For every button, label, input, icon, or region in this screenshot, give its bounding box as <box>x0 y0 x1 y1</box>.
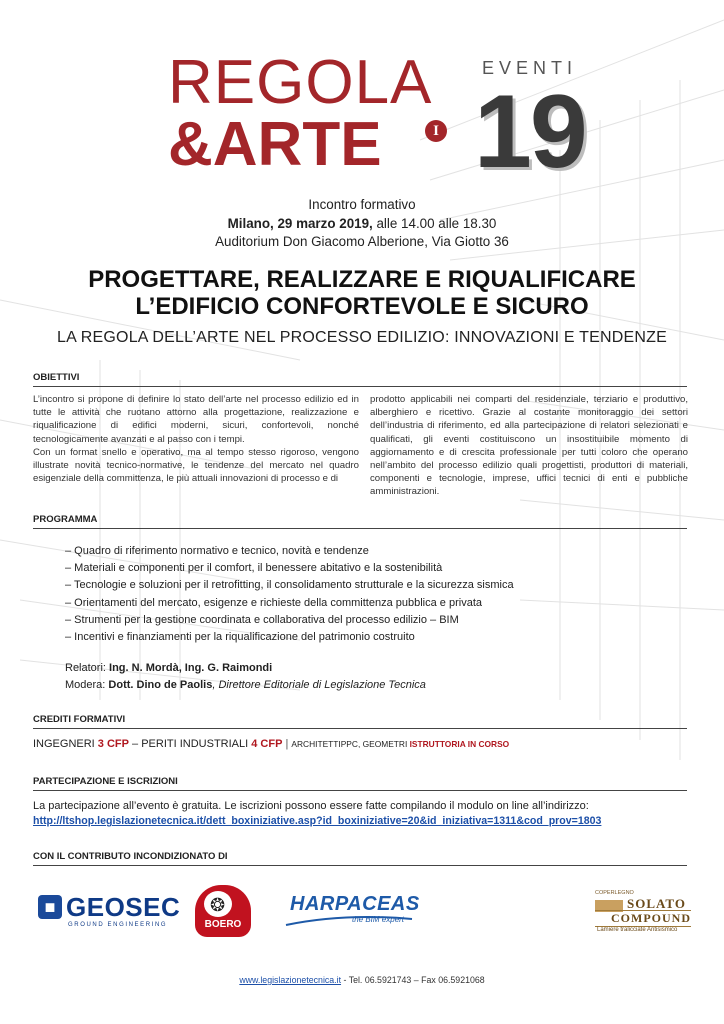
registration-link[interactable]: http://ltshop.legislazionetecnica.it/dett_boxiniziative.asp?id_boxiniziative=20&id_iniziativa=1311&cod_prov=1803 <box>33 815 602 827</box>
boero-name: BOERO <box>204 919 242 930</box>
section-heading-obiettivi: OBIETTIVI <box>33 372 687 387</box>
section-heading-partecipazione: PARTECIPAZIONE E ISCRIZIONI <box>33 776 687 791</box>
modera-label: Modera: <box>65 679 109 692</box>
programma-item: – Quadro di riferimento normativo e tecnico, novità e tendenze <box>65 545 369 557</box>
section-heading-programma: PROGRAMMA <box>33 514 687 529</box>
partecipazione-text: La partecipazione all’evento è gratuita. Le iscrizioni possono essere fatte compilando il modulo on line all’indirizzo: <box>33 800 589 812</box>
crediti-periti: – PERITI INDUSTRIALI <box>128 738 252 750</box>
event-date <box>0 216 724 231</box>
main-title-line1: PROGETTARE, REALIZZARE E RIQUALIFICARE <box>88 266 636 293</box>
programma-list <box>65 543 665 646</box>
event-date-bold: Milano, 29 marzo 2019, <box>227 216 373 231</box>
harpaceas-tagline: the BIM expert <box>352 915 405 924</box>
crediti-line <box>33 738 509 750</box>
modera-line <box>65 677 426 694</box>
logo-year: 19 <box>474 74 586 190</box>
relatori-names: Ing. N. Mordà, Ing. G. Raimondi <box>109 662 273 674</box>
obiettivi-paragraph-2: Con un format snello e operativo, ma al tempo stesso rigoroso, vengono illustrate novità tecnico-normative, le tendenze del mercato nel quadro esigenziale della committenza, le più attuali innovazioni di processo e di <box>33 446 359 485</box>
geosec-mark-icon: ■ <box>38 895 62 919</box>
footer-contacts: - Tel. 06.5921743 – Fax 06.5921068 <box>341 975 485 985</box>
obiettivi-left-column <box>33 393 359 485</box>
section-heading-crediti: CREDITI FORMATIVI <box>33 714 687 729</box>
obiettivi-paragraph-1: L’incontro si propone di definire lo stato dell’arte nel processo edilizio ed in tutte le attività che ruotano attorno alla progettazione, realizzazione e riqualificazione di edifici moderni, sicuri, confortevoli, nonché tecnologicamente avanzati e al passo con i tempi. <box>33 394 359 445</box>
footer <box>0 975 724 985</box>
sponsor-geosec-logo <box>38 892 181 933</box>
obiettivi-paragraph-3: prodotto applicabili nei comparti del residenziale, terziario e produttivo, alberghiero e ricettivo. Grazie al costante monitoraggio dei settori dell’industria di riferimento, ed alla partecipazione di relatori selezionati e qualificati, gli eventi costituiscono un insostituibile momento di aggiornamento e di crescita professionale per tutti coloro che operano nell’ambito del processo edilizio quali progettisti, produttori di materiali, componenti e tecnologie, imprese, uffici tecnici di enti e pubbliche amministrazioni. <box>370 394 688 498</box>
event-time: alle 14.00 alle 18.30 <box>372 216 497 231</box>
event-venue: Auditorium Don Giacomo Alberione, Via Giotto 36 <box>215 234 509 249</box>
programma-item: – Orientamenti del mercato, esigenze e richieste della committenza pubblica e privata <box>65 596 482 609</box>
sponsor-harpaceas-logo <box>284 893 424 933</box>
geosec-name: GEOSEC <box>66 892 181 922</box>
sponsor-solato-logo <box>595 890 691 936</box>
modera-name: Dott. Dino de Paolis <box>108 679 213 692</box>
logo-eventi: EVENTI <box>482 58 578 78</box>
swan-icon: ❂ <box>210 895 226 915</box>
footer-website-link[interactable]: www.legislazionetecnica.it <box>239 975 342 985</box>
crediti-periti-cfp: 4 CFP <box>251 738 283 750</box>
solato-compound: COMPOUND <box>595 910 691 927</box>
crediti-separator: | <box>282 738 292 750</box>
event-type: Incontro formativo <box>308 197 416 212</box>
section-heading-contributo: CON IL CONTRIBUTO INCONDIZIONATO DI <box>33 851 687 866</box>
geosec-tagline: GROUND ENGINEERING <box>68 922 168 928</box>
programma-item: – Tecnologie e soluzioni per il retrofitting, il consolidamento strutturale e la sicurezza sismica <box>65 579 514 592</box>
logo-edition-badge: I <box>425 120 447 142</box>
harpaceas-name: HARPACEAS <box>290 893 420 915</box>
programma-item: – Incentivi e finanziamenti per la riqualificazione del patrimonio costruito <box>65 631 415 644</box>
logo-arte: &ARTE <box>168 110 382 179</box>
sponsor-boero-logo <box>190 885 256 939</box>
programma-item: – Materiali e componenti per il comfort, il benessere abitativo e la sostenibilità <box>65 562 443 575</box>
solato-top-text: COPERLEGNO <box>595 890 634 896</box>
main-title-line2: L’EDIFICIO CONFORTEVOLE E SICURO <box>135 293 589 320</box>
crediti-ingegneri: INGEGNERI <box>33 738 98 750</box>
crediti-others-status: ISTRUTTORIA IN CORSO <box>409 739 510 749</box>
logo-regola: REGOLA <box>168 48 433 117</box>
crediti-ingegneri-cfp: 3 CFP <box>97 738 129 750</box>
speakers-block <box>65 660 426 694</box>
crediti-others: ARCHITETTIPPC, GEOMETRI <box>291 739 410 749</box>
solato-name: SOLATO <box>627 896 686 911</box>
modera-role: , Direttore Editoriale di Legislazione Tecnica <box>212 679 426 692</box>
obiettivi-right-column <box>370 393 688 499</box>
relatori-label: Relatori: <box>65 662 110 674</box>
main-subtitle: LA REGOLA DELL’ARTE NEL PROCESSO EDILIZIO: INNOVAZIONI E TENDENZE <box>57 329 667 346</box>
solato-tagline: Lamiere tralicciate Antisismico <box>597 927 678 933</box>
relatori-line <box>65 660 426 677</box>
programma-item: – Strumenti per la gestione coordinata e collaborativa del processo edilizio – BIM <box>65 613 459 626</box>
